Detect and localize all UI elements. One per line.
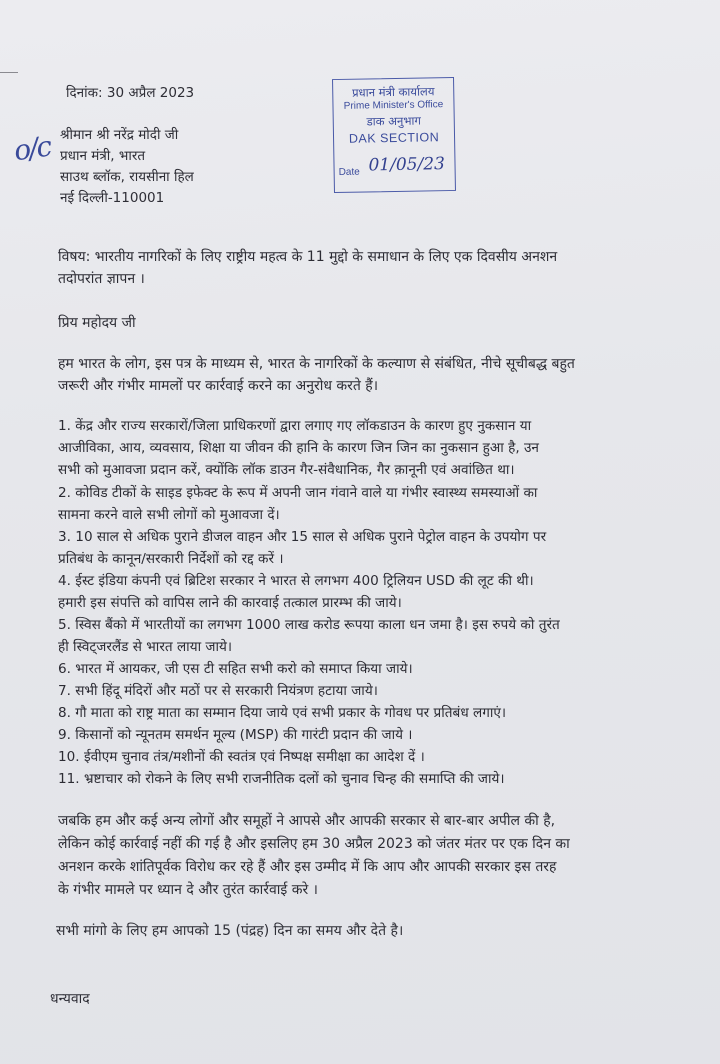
list-item: 3. 10 साल से अधिक पुराने डीजल वाहन और 15 साल से अधिक पुराने पेट्रोल वाहन के उपयोग पर <box>58 529 547 545</box>
list-item: सभी को मुआवजा प्रदान करें, क्योंकि लॉक डाउन गैर-संवैधानिक, गैर क़ानूनी एवं अवांछित था। <box>58 462 515 478</box>
list-item: 7. सभी हिंदू मंदिरों और मठों पर से सरकारी नियंत्रण हटाया जाये। <box>58 683 378 699</box>
subject-line: तदोपरांत ज्ञापन । <box>58 271 145 287</box>
list-item: 2. कोविड टीकों के साइड इफेक्ट के रूप में अपनी जान गंवाने वाले या गंभीर स्वास्थ्य समस्याओं का <box>58 485 538 501</box>
intro-line: हम भारत के लोग, इस पत्र के माध्यम से, भारत के नागरिकों के कल्याण से संबंधित, नीचे सूचीबद्ध बहुत <box>58 356 575 372</box>
list-item: ही स्विट्जरलैंड से भारत लाया जाये। <box>58 639 233 655</box>
stamp-section-hindi: डाक अनुभाग <box>366 113 422 129</box>
salutation: प्रिय महोदय जी <box>58 315 136 331</box>
list-item: 5. स्विस बैंको में भारतीयों का लगभग 1000 लाख करोड रूपया काला धन जमा है। इस रुपये को तुरंत <box>58 617 560 633</box>
stamp-date-label: Date <box>338 166 360 178</box>
list-item: 9. किसानों को न्यूनतम समर्थन मूल्य (MSP) की गारंटी प्रदान की जाये । <box>58 727 413 743</box>
list-item: 4. ईस्ट इंडिया कंपनी एवं ब्रिटिश सरकार ने भारत से लगभग 400 ट्रिलियन USD की लूट की थी। <box>58 573 534 589</box>
list-item: सामना करने वाले सभी लोगों को मुआवजा दें। <box>58 507 280 523</box>
deadline-line: सभी मांगो के लिए हम आपको 15 (पंद्रह) दिन का समय और देते है। <box>56 923 404 939</box>
list-item: 8. गौ माता को राष्ट्र माता का सम्मान दिया जाये एवं सभी प्रकार के गोवध पर प्रतिबंध लगाएं। <box>58 705 507 721</box>
recipient-city: नई दिल्ली-110001 <box>60 190 165 206</box>
subject <box>58 246 557 290</box>
intro-line: जरूरी और गंभीर मामलों पर कार्रवाई करने का अनुरोध करते हैं। <box>58 378 379 394</box>
stamp-date-value: 01/05/23 <box>368 154 446 176</box>
dak-section-stamp <box>332 77 456 193</box>
list-item: 6. भारत में आयकर, जी एस टी सहित सभी करो को समाप्त किया जाये। <box>58 661 413 677</box>
list-item: आजीविका, आय, व्यवसाय, शिक्षा या जीवन की हानि के कारण जिन जिन का नुकसान हुआ है, उन <box>58 440 539 456</box>
recipient-address: साउथ ब्लॉक, रायसीना हिल <box>60 169 194 185</box>
subject-line: विषय: भारतीय नागरिकों के लिए राष्ट्रीय महत्व के 11 मुद्दो के समाधान के लिए एक दिवसीय अनशन <box>58 249 558 265</box>
list-item: हमारी इस संपत्ति को वापिस लाने की कारवाई तत्काल प्रारम्भ की जाये। <box>58 595 402 611</box>
list-item: 10. ईवीएम चुनाव तंत्र/मशीनों की स्वतंत्र एवं निष्पक्ष समीक्षा का आदेश दें । <box>58 749 425 765</box>
list-item: 1. केंद्र और राज्य सरकारों/जिला प्राधिकरणों द्वारा लगाए गए लॉकडाउन के कारण हुए नुकसान या <box>58 418 532 434</box>
thanks-line: धन्यवाद <box>50 991 90 1007</box>
closing-line: लेकिन कोई कार्रवाई नहीं की गई है और इसलिए हम 30 अप्रैल 2023 को जंतर मंतर पर एक दिन का <box>58 836 570 852</box>
letter-date: दिनांक: 30 अप्रैल 2023 <box>66 85 195 101</box>
list-item: 11. भ्रष्टाचार को रोकने के लिए सभी राजनीतिक दलों को चुनाव चिन्ह की समाप्ति की जाये। <box>58 771 505 787</box>
closing-paragraph <box>58 810 570 902</box>
closing-line: जबकि हम और कई अन्य लोगों और समूहों ने आपसे और आपकी सरकार से बार-बार अपील की है, <box>58 813 556 829</box>
recipient-name: श्रीमान श्री नरेंद्र मोदी जी <box>60 127 179 143</box>
stamp-office-hindi: प्रधान मंत्री कार्यालय <box>351 84 435 100</box>
handwritten-note: o/c <box>11 129 53 168</box>
intro-paragraph <box>58 353 575 397</box>
closing-line: अनशन करके शांतिपूर्वक विरोध कर रहे हैं और इस उम्मीद में कि आप और आपकी सरकार इस तरह <box>58 859 557 875</box>
paper-edge-mark <box>0 72 18 73</box>
recipient-title: प्रधान मंत्री, भारत <box>60 148 146 164</box>
stamp-office-english: Prime Minister's Office <box>343 99 444 112</box>
closing-line: के गंभीर मामले पर ध्यान दे और तुरंत कार्रवाई करे । <box>58 882 318 898</box>
stamp-section-english: DAK SECTION <box>348 130 440 146</box>
list-item: प्रतिबंध के कानून/सरकारी निर्देशों को रद्द करें । <box>58 551 284 567</box>
